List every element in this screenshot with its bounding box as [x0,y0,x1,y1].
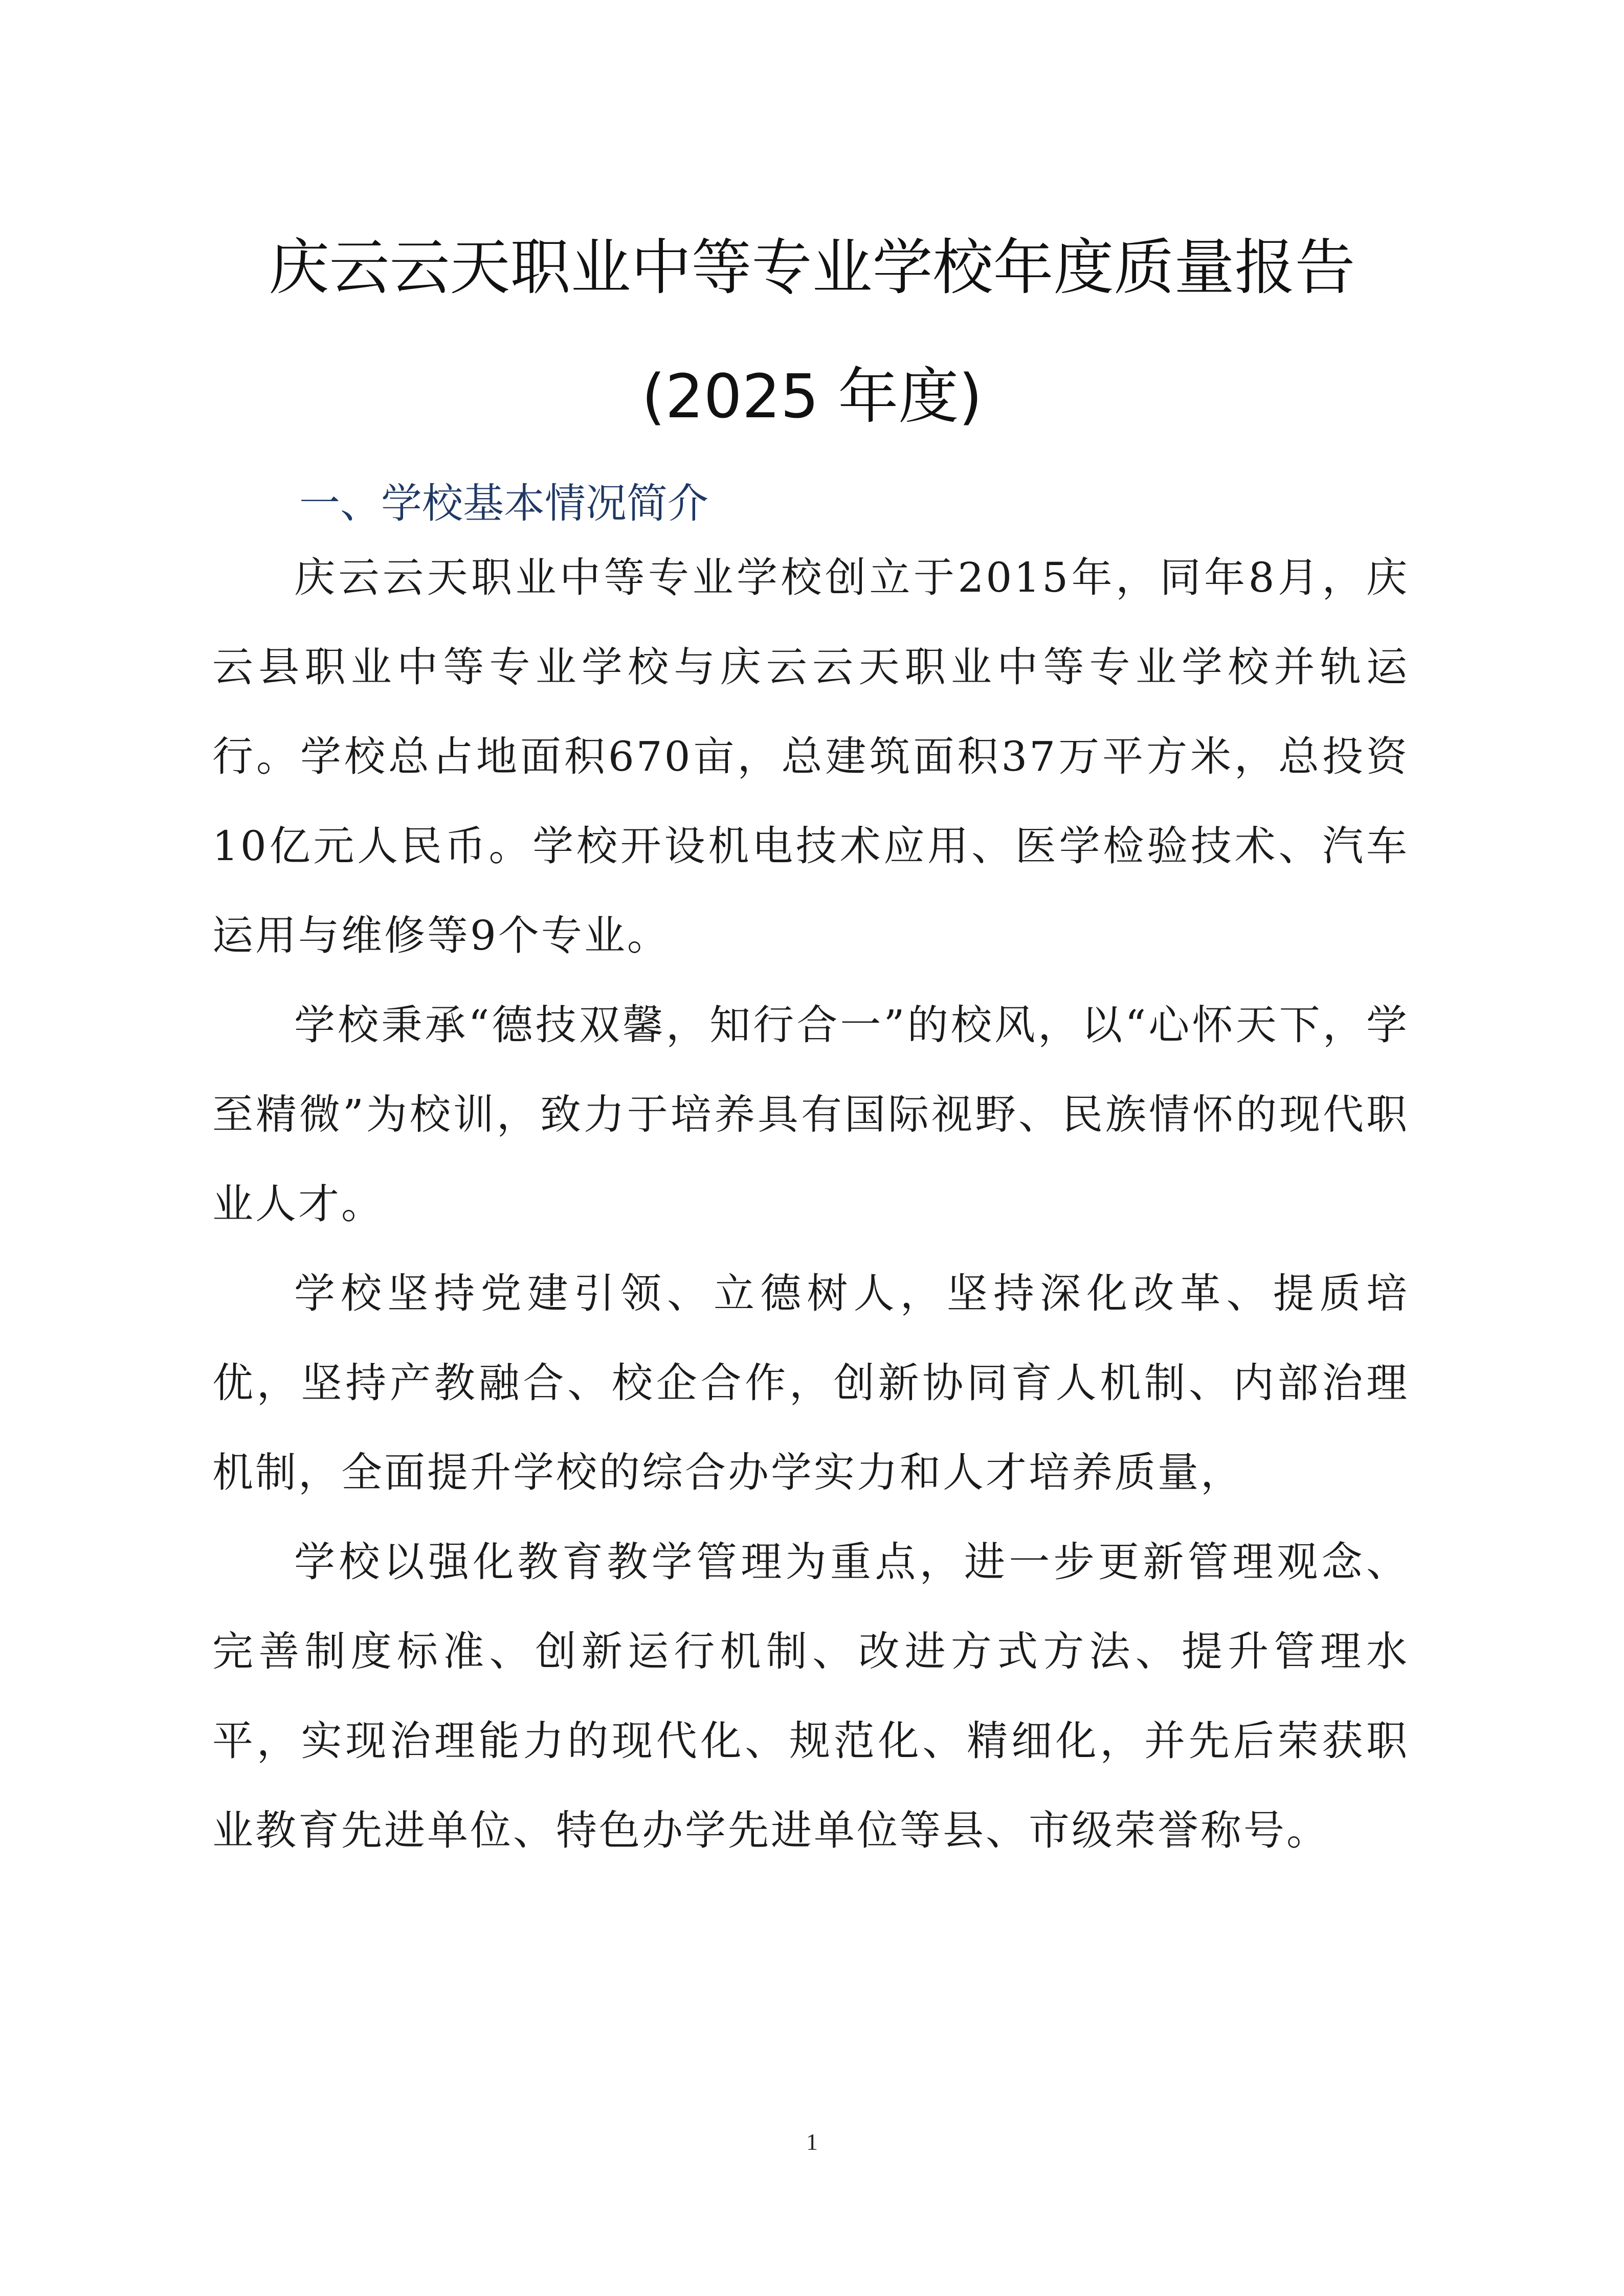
page-number: 1 [806,2129,818,2155]
paragraph: 庆云云天职业中等专业学校创立于2015年，同年8月，庆云县职业中等专业学校与庆云云天职业中等专业学校并轨运行。学校总占地面积670亩，总建筑面积37万平方米，总投资10亿元人民币。学校开设机电技术应用、医学检验技术、汽车运用与维修等9个专业。 [212,554,1409,959]
report-title: 庆云云天职业中等专业学校年度质量报告 [269,232,1355,303]
body-text [212,533,1409,1875]
paragraph: 学校坚持党建引领、立德树人，坚持深化改革、提质培优，坚持产教融合、校企合作，创新协同育人机制、内部治理机制，全面提升学校的综合办学实力和人才培养质量， [212,1270,1409,1496]
paragraph: 学校以强化教育教学管理为重点，进一步更新管理观念、完善制度标准、创新运行机制、改进方式方法、提升管理水平，实现治理能力的现代化、规范化、精细化，并先后荣获职业教育先进单位、特色办学先进单位等县、市级荣誉称号。 [212,1538,1409,1854]
paragraph: 学校秉承“德技双馨，知行合一”的校风，以“心怀天下，学至精微”为校训，致力于培养具有国际视野、民族情怀的现代职业人才。 [212,1001,1409,1228]
report-subtitle: (2025 年度) [641,361,983,432]
section-heading: 一、学校基本情况简介 [299,480,708,527]
